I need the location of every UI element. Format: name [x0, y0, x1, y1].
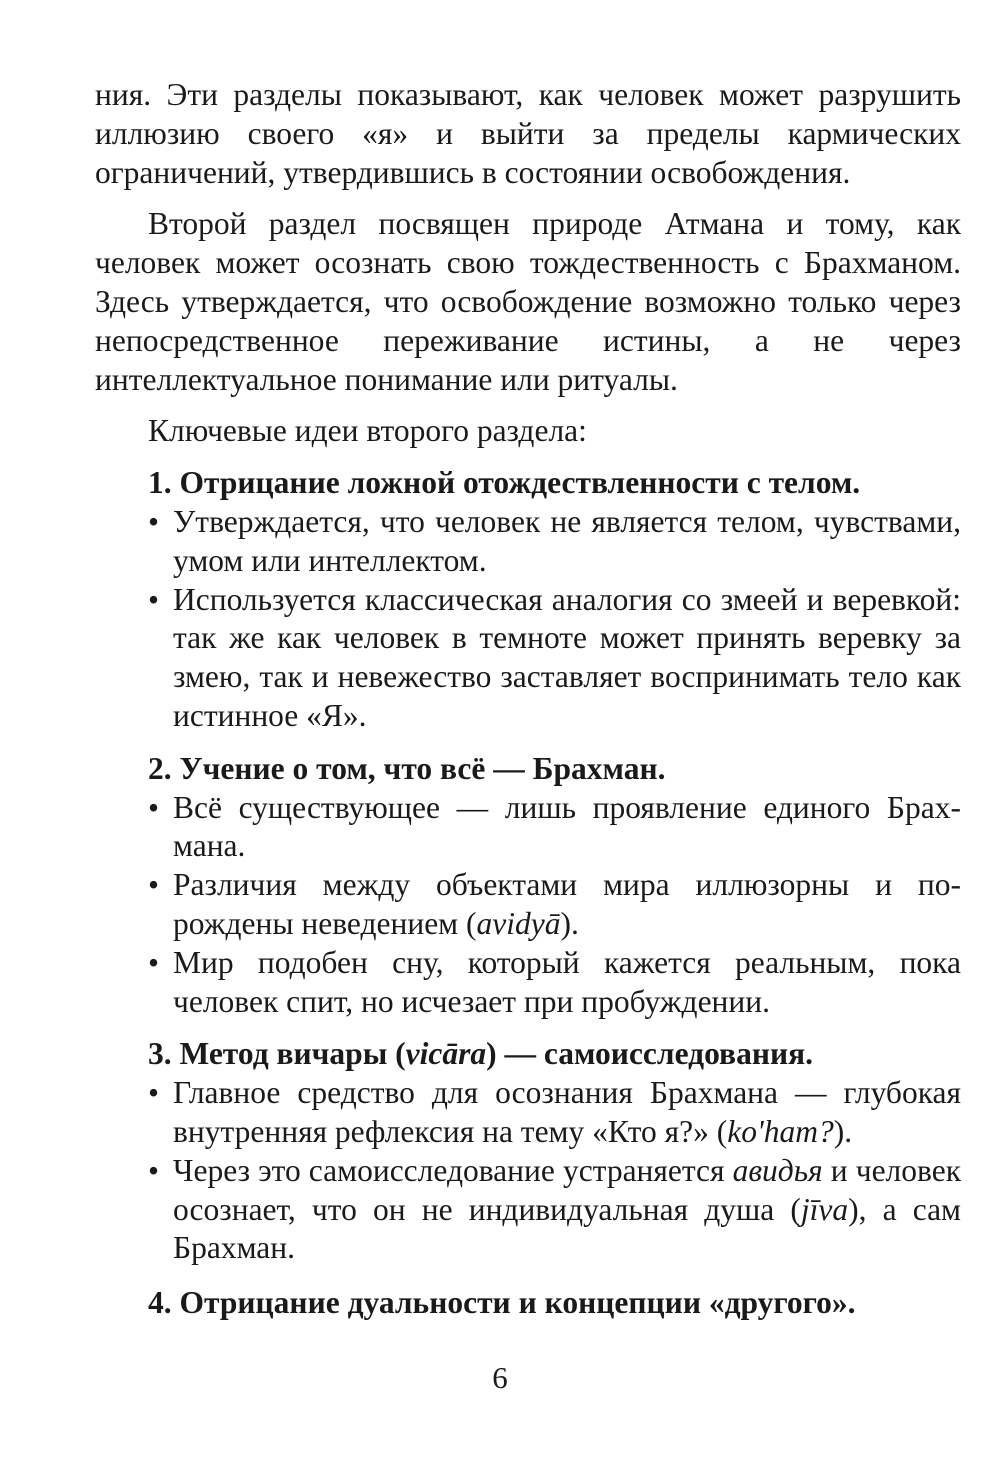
page-number: 6	[492, 1360, 508, 1395]
section-1-title: 1. Отрицание ложной отождествленности с телом.	[148, 465, 861, 501]
intro-continuation: ния. Эти разделы показывают, как человек может разрушить иллюзию своего «я» и выйти за пределы кармических ограничений, утвердившись в состоянии освобождения.	[95, 77, 961, 190]
list-item	[148, 866, 961, 944]
section-3-title-start: 3. Метод вичары (	[148, 1036, 406, 1072]
list-item	[148, 581, 961, 736]
list-item-text: Используется классическая аналогия со змеей и веревкой: так же как человек в темноте может принять веревку за змею, так и невежество заставляет воспринимать тело как истинное «Я».	[173, 581, 961, 733]
section-3-title-end: ) — самоисследования.	[486, 1036, 814, 1072]
list-item	[148, 944, 961, 1022]
section-1-list	[95, 503, 961, 736]
term-koham: ko'ham?	[727, 1113, 834, 1149]
key-ideas-intro: Ключевые идеи второго раздела:	[148, 413, 587, 449]
list-item-text-middle: и человек осознает, что он не индивидуальная душа (	[173, 1152, 962, 1227]
bullet-icon: •	[148, 503, 160, 539]
section-3-list	[95, 1074, 961, 1268]
list-item-text: Утверждается, что человек не является телом, чувствами, умом или интеллектом.	[173, 503, 961, 578]
bullet-icon: •	[148, 1075, 160, 1111]
list-item-text: Различия между объектами мира иллюзорны и порождены неведением (	[173, 867, 961, 941]
term-avidya: avidyā	[476, 905, 561, 941]
bullet-icon: •	[148, 1152, 160, 1188]
list-item-text: Главное средство для осознания Брахмана — глубокая внутренняя рефлексия на тему «Кто я?» (	[173, 1075, 961, 1149]
list-item	[148, 1152, 961, 1268]
page-body	[95, 76, 961, 1323]
list-item-text: Мир подобен сну, который кажется реальным, пока человек спит, но исчезает при пробуждении.	[173, 944, 961, 1019]
bullet-icon: •	[148, 944, 160, 980]
second-section-paragraph: Второй раздел посвящен природе Атмана и тому, как человек может осознать свою тождественность с Брахманом. Здесь утверждается, что освобождение возможно только через непосредственное переживание истины, а не через интеллектуальное понимание или ритуалы.	[95, 206, 961, 397]
section-2-title: 2. Учение о том, что всё — Брахман.	[148, 750, 666, 786]
list-item	[148, 789, 961, 867]
list-item-text-end: ).	[833, 1113, 853, 1149]
section-4-title: 4. Отрицание дуальности и концепции «другого».	[148, 1285, 856, 1321]
term-jiva: jīva	[800, 1191, 849, 1227]
section-3-title	[148, 1035, 961, 1074]
list-item-text-end: ).	[560, 905, 579, 941]
list-item-text-end: ), а сам Брахман.	[173, 1191, 961, 1266]
list-item	[148, 1074, 961, 1152]
bullet-icon: •	[148, 867, 160, 903]
list-item	[148, 503, 961, 581]
term-vicara: vicāra	[405, 1036, 487, 1072]
term-avidya-ru: авидья	[732, 1152, 823, 1188]
list-item-text: Всё существующее — лишь проявление единого Брахмана.	[173, 789, 961, 864]
list-item-text: Через это самоисследование устраняется	[173, 1152, 733, 1188]
section-2-list	[95, 789, 961, 1022]
bullet-icon: •	[148, 789, 160, 825]
bullet-icon: •	[148, 581, 160, 617]
